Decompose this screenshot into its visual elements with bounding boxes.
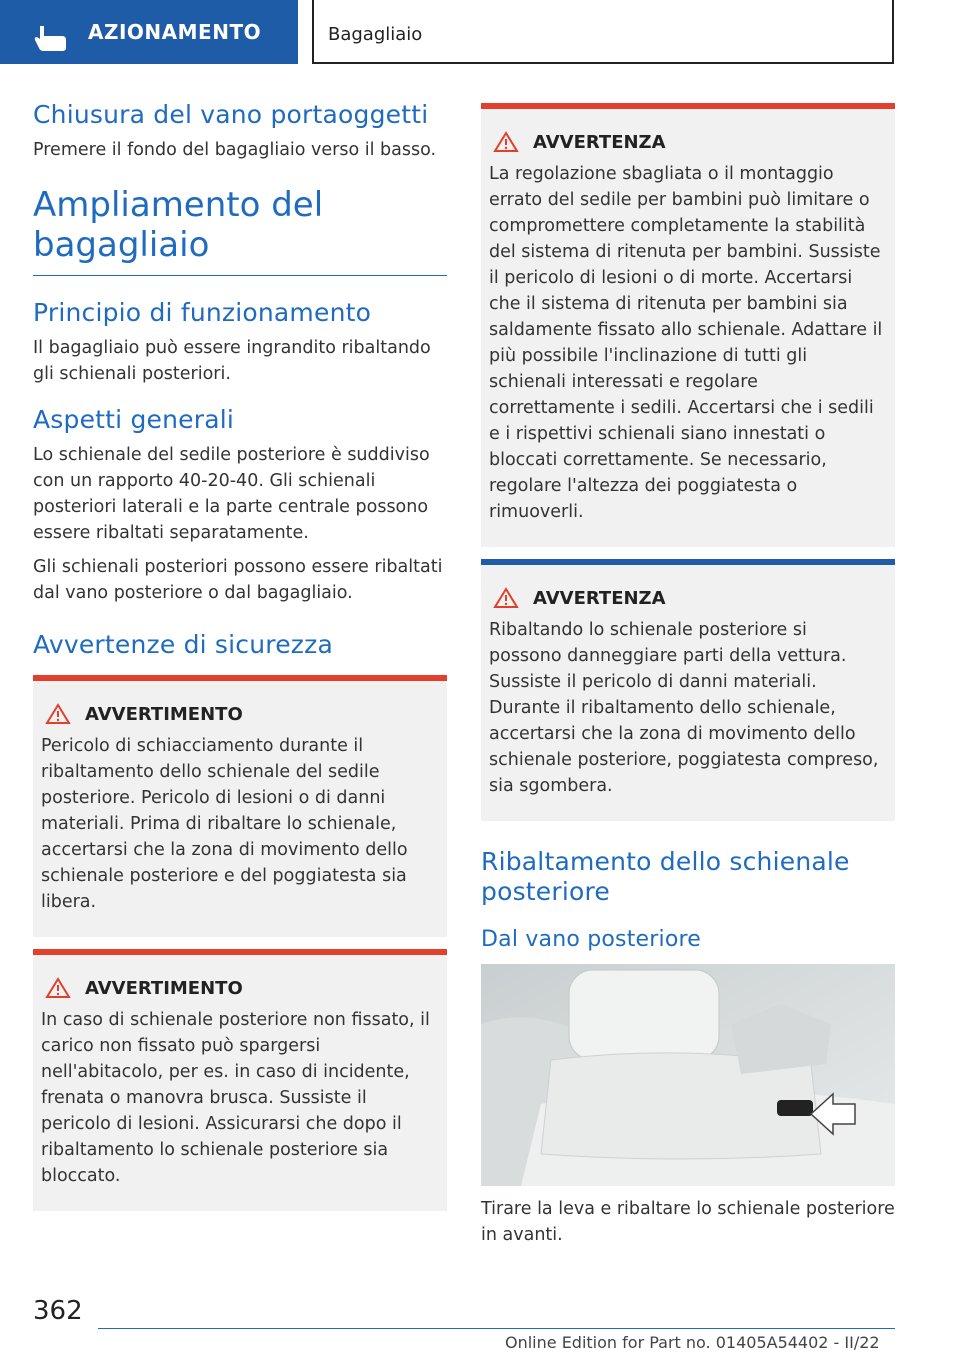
section-label: AZIONAMENTO (88, 20, 262, 44)
heading-avvertenze: Avvertenze di sicurezza (33, 630, 333, 659)
heading-ampliamento: Ampliamento del bagagliaio (33, 185, 447, 276)
paragraph-aspetti-1: Lo schienale del sedile posteriore è suddiviso con un rapporto 40-20-40. Gli schienali posteriori laterali e la parte centrale possono essere ribaltati separatamente. (33, 445, 430, 543)
warning-box-4 (481, 559, 895, 821)
warning-text: Ribaltando lo schienale posteriore si possono danneggiare parti della vettura. Sussiste il pericolo di danni materiali. Durante il ribaltamento dello schienale, accertarsi che la zona di movimento dello schienale posteriore, poggiatesta compreso, sia sgombera. (489, 620, 879, 796)
warning-title: AVVERTENZA (533, 131, 666, 153)
warning-title: AVVERTIMENTO (85, 703, 243, 725)
warning-triangle-icon (45, 703, 71, 725)
paragraph-aspetti-2: Gli schienali posteriori possono essere ribaltati dal vano posteriore o dal bagagliaio. (33, 557, 443, 603)
left-column (33, 100, 447, 1211)
paragraph-chiusura: Premere il fondo del bagagliaio verso il basso. (33, 140, 437, 160)
edition-text: Online Edition for Part no. 01405A54402 - II/22 (505, 1333, 880, 1352)
heading-principio: Principio di funzionamento (33, 298, 372, 327)
page-number: 362 (33, 1296, 83, 1326)
warning-triangle-icon (493, 131, 519, 153)
warning-title: AVVERTIMENTO (85, 977, 243, 999)
warning-box-2 (33, 949, 447, 1211)
warning-text: In caso di schienale posteriore non fissato, il carico non fissato può spargersi nell'abitacolo, per es. in caso di incidente, frenata o manovra brusca. Sussiste il pericolo di lesioni. Assicurarsi che dopo il ribaltamento lo schienale posteriore sia bloccato. (41, 1010, 430, 1186)
right-column (481, 103, 895, 1256)
photo-caption: Tirare la leva e ribaltare lo schienale posteriore in avanti. (481, 1199, 895, 1245)
heading-ribaltamento: Ribaltamento dello schienale posteriore (481, 847, 850, 906)
topic-label: Bagagliaio (328, 24, 423, 45)
warning-box-3 (481, 103, 895, 547)
heading-aspetti: Aspetti generali (33, 405, 235, 434)
warning-text: La regolazione sbagliata o il montaggio errato del sedile per bambini può limitare o compromettere completamente la stabilità del sistema di ritenuta per bambini. Sussiste il pericolo di lesioni o di morte. Accertarsi che il sistema di ritenuta per bambini sia saldamente fissato allo schienale. Adattare il più possibile l'inclinazione di tutti gli schienali interessati e regolare correttamente i sedili. Accertarsi che i sedili e i rispettivi schienali siano innestati o bloccati correttamente. Se necessario, regolare l'altezza dei poggiatesta o rimuoverli. (489, 164, 883, 522)
warning-box-1 (33, 675, 447, 937)
heading-chiusura: Chiusura del vano portaoggetti (33, 100, 429, 129)
warning-title: AVVERTENZA (533, 587, 666, 609)
footer-divider (98, 1328, 895, 1329)
rear-seat-photo (481, 964, 895, 1186)
pointing-hand-icon (32, 22, 70, 52)
warning-text: Pericolo di schiacciamento durante il ribaltamento dello schienale del sedile posteriore. Pericolo di lesioni o di danni materiali. Prima di ribaltare lo schienale, accertarsi che la zona di movimento dello schienale posteriore e del poggiatesta sia libera. (41, 736, 408, 912)
paragraph-principio: Il bagagliaio può essere ingrandito ribaltando gli schienali posteriori. (33, 338, 431, 384)
heading-dal-vano: Dal vano posteriore (481, 927, 701, 952)
warning-triangle-icon (493, 587, 519, 609)
topic-box (312, 0, 894, 64)
section-tab[interactable] (0, 0, 298, 64)
warning-triangle-icon (45, 977, 71, 999)
